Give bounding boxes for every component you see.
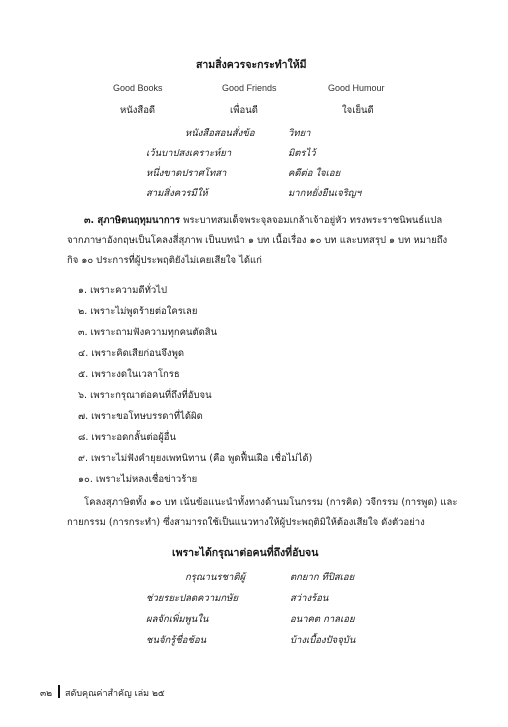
footer-divider bbox=[58, 685, 60, 698]
poem-line-second: มากหยั่งยืนเจริญฯ bbox=[288, 188, 362, 199]
poem-line-second: อนาคต กาลเอย bbox=[290, 614, 355, 625]
intro-line: จากภาษาอังกฤษเป็นโคลงสี่สุภาพ เป็นบทนำ ๑ บท เนื้อเรื่อง ๑๐ บท และบทสรุป ๑ บท หมายถึง bbox=[67, 235, 448, 246]
summary-line: โคลงสุภาษิตทั้ง ๑๐ บท เน้นข้อแนะนำทั้งทางด้านมโนกรรม (การคิด) วจีกรรม (การพูด) และ bbox=[84, 497, 458, 508]
poem-line-first: สามสิ่งควรมีให้ bbox=[146, 188, 208, 199]
poem-line-second: บ้างเบื้องปัจจุบัน bbox=[290, 635, 356, 646]
poem-title: เพราะได้กรุณาต่อคนที่ถึงที่อับจน bbox=[172, 547, 319, 559]
poem-line-first: ผลจักเพิ่มพูนใน bbox=[146, 614, 209, 625]
list-item: ๖. เพราะกรุณาต่อคนที่ถึงที่อับจน bbox=[78, 390, 212, 401]
intro-line: กิจ ๑๐ ประการที่ผู้ประพฤติยังไม่เคยเสียใจ ได้แก่ bbox=[67, 255, 262, 266]
list-item: ๔. เพราะคิดเสียก่อนจึงพูด bbox=[78, 348, 185, 359]
list-item: ๙. เพราะไม่ฟังคำยุยงเพทนิทาน (คือ พูดฟื้นเฝือ เชื่อไม่ได้) bbox=[78, 453, 313, 464]
poem-line-second: มิตรไว้ bbox=[288, 148, 316, 159]
intro-line bbox=[84, 213, 442, 228]
english-label: Good Humour bbox=[328, 83, 385, 93]
list-item: ๑๐. เพราะไม่หลงเชื่อข่าวร้าย bbox=[78, 474, 198, 485]
poem-line-second: วิทยา bbox=[288, 128, 311, 139]
poem-line-first: ชนจักรู้ชื่อช้อน bbox=[146, 635, 207, 646]
list-item: ๓. เพราะถามฟังความทุกคนตัดสิน bbox=[78, 327, 218, 338]
thai-label: เพื่อนดี bbox=[230, 105, 258, 116]
section-title: สามสิ่งควรจะกระทำให้มี bbox=[196, 59, 307, 71]
list-item: ๒. เพราะไม่พูดร้ายต่อใครเลย bbox=[78, 306, 198, 317]
list-item: ๗. เพราะขอโทษบรรดาที่ได้ผิด bbox=[78, 411, 203, 422]
english-label: Good Books bbox=[113, 83, 163, 93]
intro-text: พระบาทสมเด็จพระจุลจอมเกล้าเจ้าอยู่หัว ทรงพระราชนิพนธ์แปล bbox=[183, 215, 443, 226]
book-title: สดับคุณค่าสำคัญ เล่ม ๒๕ bbox=[65, 689, 165, 699]
poem-line-second: สว่างร้อน bbox=[290, 593, 329, 604]
poem-line-first: หนึ่งขาดปราศโทสา bbox=[146, 168, 227, 179]
poem-line-first: กรุณานรชาติผู้ bbox=[185, 572, 246, 583]
poem-line-second: ตกยาก ทีปิสเอย bbox=[290, 572, 355, 583]
summary-line: กายกรรม (การกระทำ) ซึ่งสามารถใช้เป็นแนวทางให้ผู้ประพฤติมิให้ต้องเสียใจ ดังตัวอย่าง bbox=[67, 517, 425, 528]
list-item: ๕. เพราะงดในเวลาโกรธ bbox=[78, 369, 180, 380]
list-item: ๘. เพราะอดกลั้นต่อผู้อื่น bbox=[78, 432, 177, 443]
list-item: ๑. เพราะความดีทั่วไป bbox=[78, 285, 167, 296]
poem-line-first: ช่วยรยะปลดความกษัย bbox=[146, 593, 239, 604]
poem-line-second: คดีต่อ ใจเอย bbox=[288, 168, 341, 179]
poem-line-first: หนังสือสอนสั่งข้อ bbox=[185, 128, 255, 139]
section-heading: ๓. สุภาษิตนฤทุมนาการ bbox=[84, 215, 181, 226]
page-number: ๓๒ bbox=[40, 689, 53, 699]
english-label: Good Friends bbox=[222, 83, 277, 93]
thai-label: ใจเย็นดี bbox=[342, 105, 374, 116]
poem-line-first: เว้นบาปสงเคราะห์ยา bbox=[146, 148, 232, 159]
thai-label: หนังสือดี bbox=[120, 105, 156, 116]
